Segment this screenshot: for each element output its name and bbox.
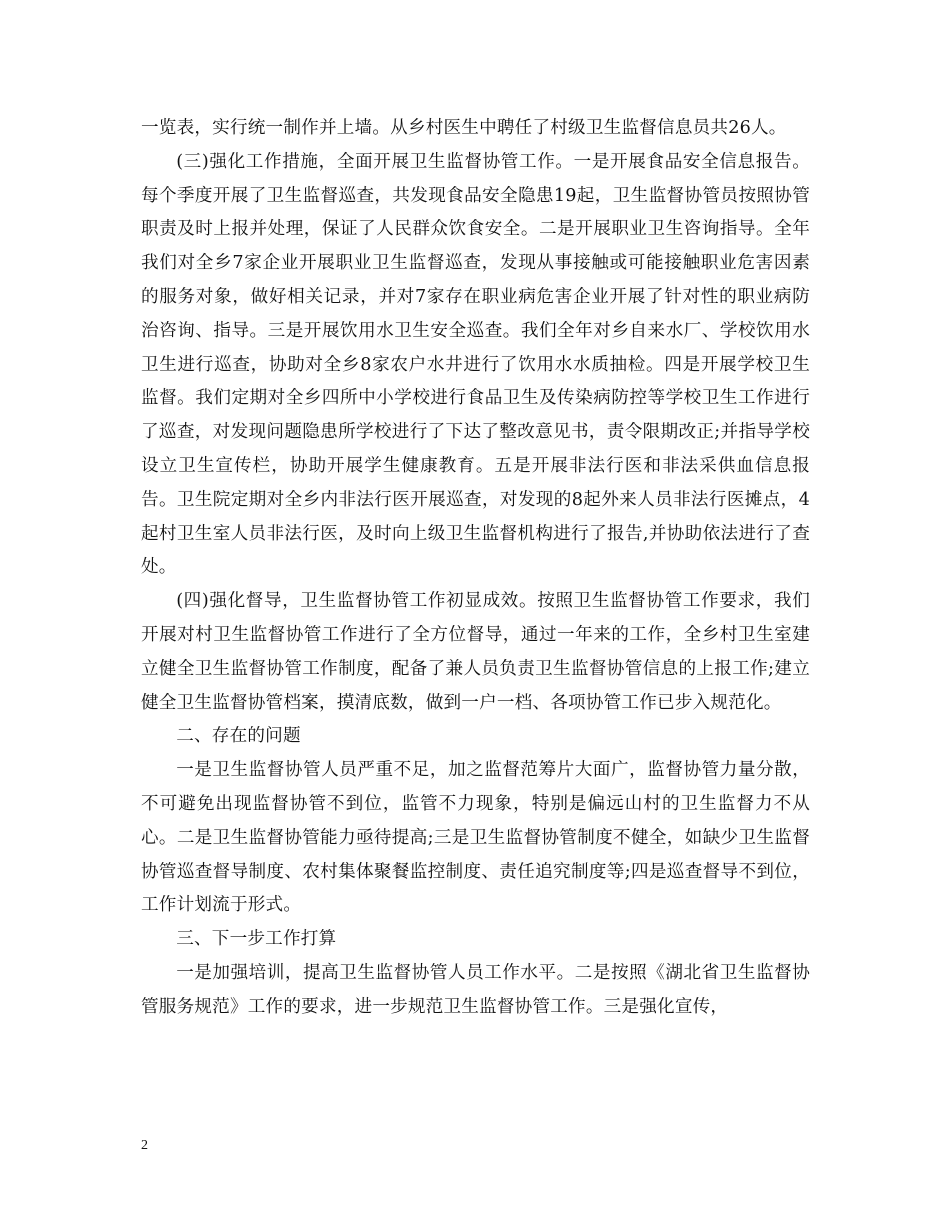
section-heading-problems: 二、存在的问题 [176, 726, 301, 747]
section-heading-next-steps: 三、下一步工作打算 [176, 929, 337, 950]
paragraph-3: (四)强化督导，卫生监督协管工作初显成效。按照卫生监督协管工作要求，我们开展对村卫生监督协管工作进行了全方位督导，通过一年来的工作，全乡村卫生室建立健全卫生监督协管工作制度，配备了兼人员负责卫生监督协管信息的上报工作;建立健全卫生监督协管档案，摸清底数，做到一户一档、各项协管工作已步入规范化。 [141, 591, 810, 713]
paragraph-5: 一是卫生监督协管人员严重不足，加之监督范筹片大面广，监督协管力量分散，不可避免出现监督协管不到位，监管不力现象，特别是偏远山村的卫生监督力不从心。二是卫生监督协管能力亟待提高;三是卫生监督协管制度不健全，如缺少卫生监督协管巡查督导制度、农村集体聚餐监控制度、责任追究制度等;四是巡查督导不到位，工作计划流于形式。 [141, 760, 810, 916]
paragraph-7: 一是加强培训，提高卫生监督协管人员工作水平。二是按照《湖北省卫生监督协管服务规范》工作的要求，进一步规范卫生监督协管工作。三是强化宣传， [141, 962, 810, 1017]
document-body [141, 112, 810, 1025]
paragraph-2: (三)强化工作措施，全面开展卫生监督协管工作。一是开展食品安全信息报告。每个季度开展了卫生监督巡查，共发现食品安全隐患19起，卫生监督协管员按照协管职责及时上报并处理，保证了人民群众饮食安全。二是开展职业卫生咨询指导。全年我们对全乡7家企业开展职业卫生监督巡查，发现从事接触或可能接触职业危害因素的服务对象，做好相关记录，并对7家存在职业病危害企业开展了针对性的职业病防治咨询、指导。三是开展饮用水卫生安全巡查。我们全年对乡自来水厂、学校饮用水卫生进行巡查，协助对全乡8家农户水井进行了饮用水水质抽检。四是开展学校卫生监督。我们定期对全乡四所中小学校进行食品卫生及传染病防控等学校卫生工作进行了巡查，对发现问题隐患所学校进行了下达了整改意见书，责令限期改正;并指导学校设立卫生宣传栏，协助开展学生健康教育。五是开展非法行医和非法采供血信息报告。卫生院定期对全乡内非法行医开展巡查，对发现的8起外来人员非法行医摊点，4起村卫生室人员非法行医，及时向上级卫生监督机构进行了报告,并协助依法进行了查处。 [141, 151, 810, 578]
page-number: 2 [141, 1138, 148, 1153]
paragraph-1: 一览表，实行统一制作并上墙。从乡村医生中聘任了村级卫生监督信息员共26人。 [141, 118, 787, 138]
